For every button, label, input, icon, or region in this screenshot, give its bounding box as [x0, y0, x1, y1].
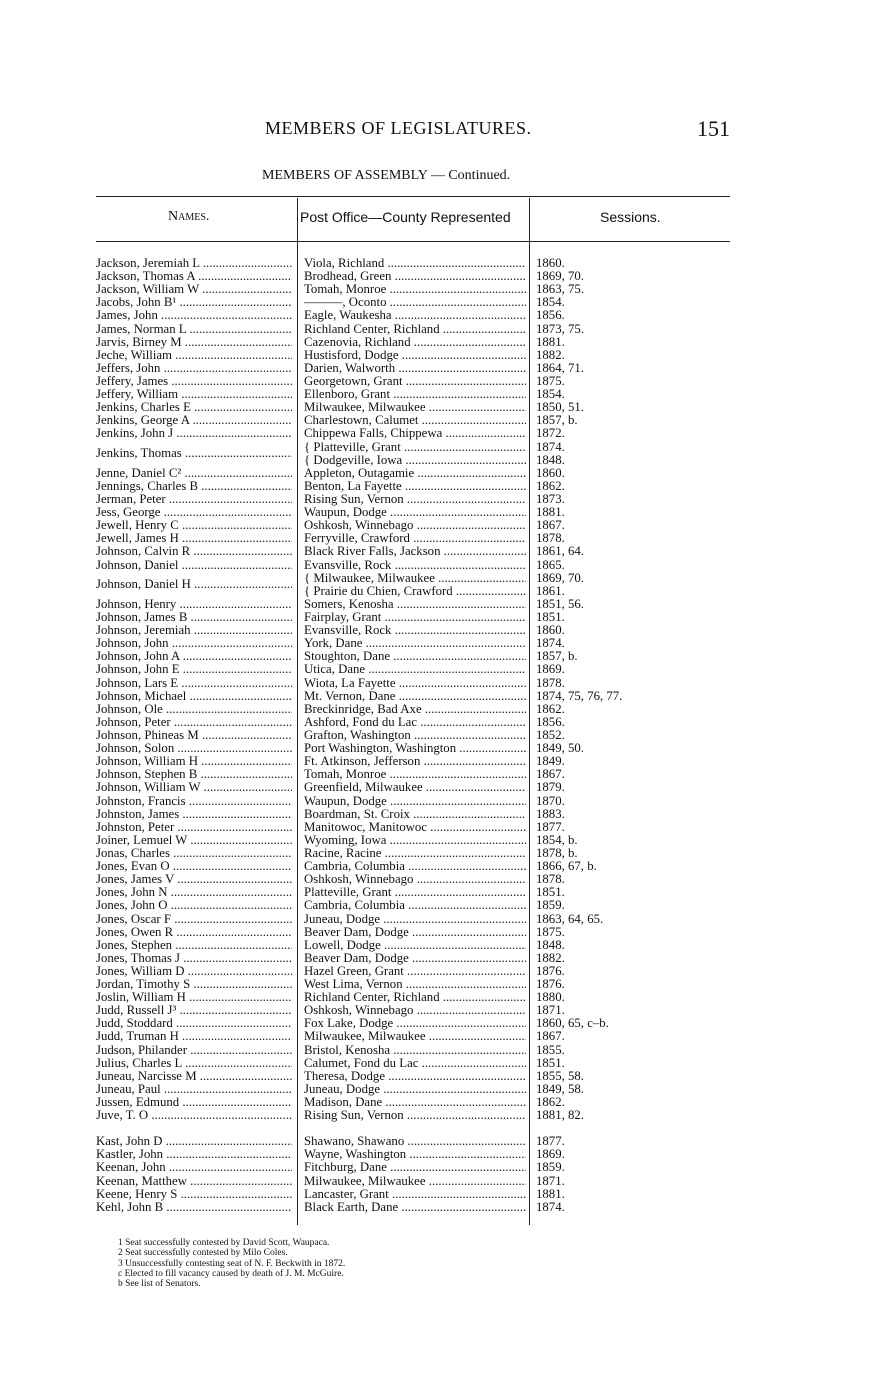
table-row	[96, 270, 736, 283]
table-row	[96, 1004, 736, 1017]
table-row	[96, 1175, 736, 1188]
post-office-county: Hustisford, Dodge .....	[304, 349, 526, 362]
post-office-county: Shawano, Shawano .....	[304, 1135, 526, 1148]
sessions: 1862.	[536, 1095, 565, 1110]
post-office-county: York, Dane .....	[304, 637, 526, 650]
post-office-county: Oshkosh, Winnebago .....	[304, 519, 526, 532]
table-row	[96, 781, 736, 794]
table-row	[96, 388, 736, 401]
sessions: 1851.	[536, 885, 565, 900]
sessions: 1856.	[536, 714, 565, 729]
members-table	[96, 257, 736, 1214]
member-name: Jewell, James H .....	[96, 532, 292, 545]
post-office-county: Richland Center, Richland .....	[304, 991, 526, 1004]
member-name: Johnston, James .....	[96, 808, 292, 821]
sessions: 1877.	[536, 819, 565, 834]
post-office-county: Ferryville, Crawford .....	[304, 532, 526, 545]
table-row	[96, 834, 736, 847]
member-name: Johnson, John E .....	[96, 663, 292, 676]
member-name: Jewell, Henry C .....	[96, 519, 292, 532]
sessions: 1861.	[536, 583, 565, 598]
post-office-county: Grafton, Washington .....	[304, 729, 526, 742]
sessions: 1850, 51.	[536, 400, 584, 415]
sessions: 1875.	[536, 373, 565, 388]
sessions: 1851.	[536, 609, 565, 624]
sessions: 1849, 50.	[536, 741, 584, 756]
member-name: Johnson, William W .....	[96, 781, 292, 794]
table-header-rule	[96, 241, 730, 242]
table-row	[96, 978, 736, 991]
post-office-county: Calumet, Fond du Lac .....	[304, 1057, 526, 1070]
sessions: 1873, 75.	[536, 321, 584, 336]
post-office-county: Oshkosh, Winnebago .....	[304, 873, 526, 886]
member-name: Judson, Philander .....	[96, 1044, 292, 1057]
sessions: 1878, b.	[536, 845, 578, 860]
post-office-county: { Dodgeville, Iowa .....	[304, 454, 526, 467]
member-name: Johnson, John A .....	[96, 650, 292, 663]
table-row	[96, 1109, 736, 1122]
post-office-county: Theresa, Dodge .....	[304, 1070, 526, 1083]
post-office-county: Boardman, St. Croix .....	[304, 808, 526, 821]
sessions: 1854.	[536, 387, 565, 402]
sessions: 1848.	[536, 452, 565, 467]
post-office-county: Waupun, Dodge .....	[304, 506, 526, 519]
table-row	[96, 755, 736, 768]
table-row	[96, 480, 736, 493]
sessions: 1874.	[536, 636, 565, 651]
table-row	[96, 1188, 736, 1201]
sessions: 1882.	[536, 950, 565, 965]
post-office-county: Darien, Walworth .....	[304, 362, 526, 375]
table-row	[96, 886, 736, 899]
sessions: 1855, 58.	[536, 1068, 584, 1083]
sessions: 1867.	[536, 767, 565, 782]
table-row	[96, 1096, 736, 1109]
member-name: Jenne, Daniel C² .....	[96, 467, 292, 480]
member-name: Jeffery, James .....	[96, 375, 292, 388]
table-row	[96, 427, 736, 440]
table-row	[96, 650, 736, 663]
table-row	[96, 1044, 736, 1057]
table-row	[96, 847, 736, 860]
post-office-county: { Prairie du Chien, Crawford .....	[304, 585, 526, 598]
sessions: 1852.	[536, 727, 565, 742]
member-name: Johnson, Henry .....	[96, 598, 292, 611]
sessions: 1860.	[536, 256, 565, 270]
post-office-county: Utica, Dane .....	[304, 663, 526, 676]
table-row	[96, 506, 736, 519]
sessions: 1863, 64, 65.	[536, 911, 604, 926]
member-name: Jeffery, William .....	[96, 388, 292, 401]
post-office-county: Mt. Vernon, Dane .....	[304, 690, 526, 703]
footnote: 3 Unsuccessfully contesting seat of N. F. Beckwith in 1872.	[118, 1258, 346, 1269]
member-name: Jenkins, Charles E .....	[96, 401, 292, 414]
sessions: 1883.	[536, 806, 565, 821]
member-name: Johnson, Jeremiah .....	[96, 624, 292, 637]
post-office-county: Somers, Kenosha .....	[304, 598, 526, 611]
member-name: Joiner, Lemuel W .....	[96, 834, 292, 847]
post-office-county: Richland Center, Richland .....	[304, 323, 526, 336]
table-row	[96, 663, 736, 676]
member-name: Jones, John O .....	[96, 899, 292, 912]
sessions: 1875.	[536, 924, 565, 939]
sessions: 1873.	[536, 491, 565, 506]
member-name: Jeche, William .....	[96, 349, 292, 362]
table-row	[96, 742, 736, 755]
member-name: Jones, William D .....	[96, 965, 292, 978]
member-name: Jackson, Thomas A .....	[96, 270, 292, 283]
sessions: 1864, 71.	[536, 360, 584, 375]
post-office-county: Cazenovia, Richland .....	[304, 336, 526, 349]
table-row	[96, 690, 736, 703]
post-office-county: Chippewa Falls, Chippewa .....	[304, 427, 526, 440]
sessions: 1860, 65, c–b.	[536, 1016, 609, 1031]
post-office-county: Platteville, Grant .....	[304, 886, 526, 899]
table-row	[96, 532, 736, 545]
member-name: Johnson, John .....	[96, 637, 292, 650]
member-name: Jennings, Charles B .....	[96, 480, 292, 493]
member-name: Jussen, Edmund .....	[96, 1096, 292, 1109]
table-row	[96, 795, 736, 808]
member-name: Kehl, John B .....	[96, 1201, 292, 1214]
sessions: 1848.	[536, 937, 565, 952]
sessions: 1874, 75, 76, 77.	[536, 688, 623, 703]
post-office-county: Benton, La Fayette .....	[304, 480, 526, 493]
post-office-county: Racine, Racine .....	[304, 847, 526, 860]
table-row	[96, 1030, 736, 1043]
member-name: Johnston, Peter .....	[96, 821, 292, 834]
sessions: 1862.	[536, 701, 565, 716]
sessions: 1854.	[536, 295, 565, 310]
member-name: Kast, John D .....	[96, 1135, 292, 1148]
footnote: c Elected to fill vacancy caused by death of J. M. McGuire.	[118, 1268, 344, 1279]
sessions: 1882.	[536, 347, 565, 362]
table-row	[96, 808, 736, 821]
table-row	[96, 952, 736, 965]
sessions: 1870.	[536, 793, 565, 808]
post-office-county: Wyoming, Iowa .....	[304, 834, 526, 847]
member-name: Jacobs, John B¹ .....	[96, 296, 292, 309]
table-row	[96, 729, 736, 742]
post-office-county: { Platteville, Grant .....	[304, 441, 526, 454]
post-office-county: Milwaukee, Milwaukee .....	[304, 1030, 526, 1043]
post-office-county: Lancaster, Grant .....	[304, 1188, 526, 1201]
sessions: 1866, 67, b.	[536, 859, 597, 874]
post-office-county: Beaver Dam, Dodge .....	[304, 926, 526, 939]
sessions: 1878.	[536, 531, 565, 546]
post-office-county: Evansville, Rock .....	[304, 624, 526, 637]
post-office-county: Ashford, Fond du Lac .....	[304, 716, 526, 729]
sessions: 1851.	[536, 1055, 565, 1070]
post-office-county: ———, Oconto .....	[304, 296, 526, 309]
table-row	[96, 768, 736, 781]
table-row	[96, 860, 736, 873]
table-row	[96, 323, 736, 336]
sessions: 1874.	[536, 1199, 565, 1214]
table-row	[96, 637, 736, 650]
sessions: 1878.	[536, 872, 565, 887]
sessions: 1871.	[536, 1003, 565, 1018]
member-name: Jenkins, George A .....	[96, 414, 292, 427]
table-row	[96, 375, 736, 388]
table-row	[96, 414, 736, 427]
post-office-county: Hazel Green, Grant .....	[304, 965, 526, 978]
sessions: 1860.	[536, 623, 565, 638]
table-row	[96, 598, 736, 611]
sessions: 1859.	[536, 1160, 565, 1175]
member-name: Keenan, Matthew .....	[96, 1175, 292, 1188]
member-name: Jones, Evan O .....	[96, 860, 292, 873]
sessions: 1857, b.	[536, 413, 578, 428]
table-row	[96, 703, 736, 716]
member-name: Johnston, Francis .....	[96, 795, 292, 808]
table-row	[96, 559, 736, 572]
member-name: Jackson, William W .....	[96, 283, 292, 296]
member-name: Jackson, Jeremiah L .....	[96, 257, 292, 270]
table-row	[96, 939, 736, 952]
table-row	[96, 624, 736, 637]
member-name: Johnson, Ole .....	[96, 703, 292, 716]
sessions: 1881.	[536, 1186, 565, 1201]
post-office-county: Oshkosh, Winnebago .....	[304, 1004, 526, 1017]
post-office-county: Juneau, Dodge .....	[304, 1083, 526, 1096]
sessions: 1863, 75.	[536, 282, 584, 297]
sessions: 1854, b.	[536, 832, 578, 847]
member-name: Jones, Stephen .....	[96, 939, 292, 952]
sessions: 1855.	[536, 1042, 565, 1057]
sessions: 1867.	[536, 1029, 565, 1044]
member-name: Jones, Oscar F .....	[96, 913, 292, 926]
table-row	[96, 572, 736, 598]
sessions: 1881, 82.	[536, 1108, 584, 1123]
post-office-county: Stoughton, Dane .....	[304, 650, 526, 663]
member-name: Jeffers, John .....	[96, 362, 292, 375]
sessions: 1881.	[536, 505, 565, 520]
table-row	[96, 926, 736, 939]
table-row	[96, 309, 736, 322]
member-name: Joslin, William H .....	[96, 991, 292, 1004]
sessions: 1849, 58.	[536, 1081, 584, 1096]
table-row	[96, 965, 736, 978]
member-name: Johnson, Peter .....	[96, 716, 292, 729]
table-row	[96, 336, 736, 349]
sessions: 1867.	[536, 518, 565, 533]
member-name: Johnson, Stephen B .....	[96, 768, 292, 781]
post-office-county: Eagle, Waukesha .....	[304, 309, 526, 322]
member-name: Kastler, John .....	[96, 1148, 292, 1161]
member-name: Jenkins, John J .....	[96, 427, 292, 440]
post-office-county: Cambria, Columbia .....	[304, 860, 526, 873]
sessions: 1876.	[536, 963, 565, 978]
post-office-county: Appleton, Outagamie .....	[304, 467, 526, 480]
column-header-names: Names.	[168, 209, 210, 224]
post-office-county: { Milwaukee, Milwaukee .....	[304, 572, 526, 585]
post-office-county: Wayne, Washington .....	[304, 1148, 526, 1161]
sessions: 1849.	[536, 754, 565, 769]
sessions: 1861, 64.	[536, 544, 584, 559]
member-name: Judd, Russell J³ .....	[96, 1004, 292, 1017]
table-row	[96, 1057, 736, 1070]
footnote: 1 Seat successfully contested by David Scott, Waupaca.	[118, 1238, 330, 1248]
sessions: 1869.	[536, 662, 565, 677]
member-name: Johnson, William H .....	[96, 755, 292, 768]
member-name: Johnson, James B .....	[96, 611, 292, 624]
member-name: Johnson, Phineas M .....	[96, 729, 292, 742]
sessions: 1859.	[536, 898, 565, 913]
post-office-county: Breckinridge, Bad Axe .....	[304, 703, 526, 716]
post-office-county: Waupun, Dodge .....	[304, 795, 526, 808]
sessions: 1865.	[536, 557, 565, 572]
member-name: Judd, Stoddard .....	[96, 1017, 292, 1030]
table-row	[96, 821, 736, 834]
sessions: 1878.	[536, 675, 565, 690]
table-row	[96, 991, 736, 1004]
column-header-sessions: Sessions.	[600, 209, 661, 225]
member-name: James, Norman L .....	[96, 323, 292, 336]
post-office-county: Juneau, Dodge .....	[304, 913, 526, 926]
post-office-county: Brodhead, Green .....	[304, 270, 526, 283]
footnote: b See list of Senators.	[118, 1279, 201, 1290]
post-office-county: Greenfield, Milwaukee .....	[304, 781, 526, 794]
sessions: 1880.	[536, 990, 565, 1005]
post-office-county: Charlestown, Calumet .....	[304, 414, 526, 427]
table-row	[96, 467, 736, 480]
member-name: Johnson, Lars E .....	[96, 677, 292, 690]
member-name: Jordan, Timothy S .....	[96, 978, 292, 991]
table-row	[96, 401, 736, 414]
post-office-county: Bristol, Kenosha .....	[304, 1044, 526, 1057]
post-office-county: Manitowoc, Manitowoc .....	[304, 821, 526, 834]
member-name: Jarvis, Birney M .....	[96, 336, 292, 349]
post-office-county: Milwaukee, Milwaukee .....	[304, 401, 526, 414]
member-name: Jenkins, Thomas .....	[96, 447, 292, 460]
post-office-county: Tomah, Monroe .....	[304, 768, 526, 781]
footnote: 2 Seat successfully contested by Milo Coles.	[118, 1248, 288, 1259]
post-office-county: Black Earth, Dane .....	[304, 1201, 526, 1214]
member-name: Juneau, Paul .....	[96, 1083, 292, 1096]
table-row	[96, 441, 736, 467]
member-name: Jones, John N .....	[96, 886, 292, 899]
sessions: 1872.	[536, 426, 565, 441]
table-row	[96, 1083, 736, 1096]
sessions: 1856.	[536, 308, 565, 323]
sessions: 1860.	[536, 465, 565, 480]
post-office-county: Ft. Atkinson, Jefferson .....	[304, 755, 526, 768]
sessions: 1876.	[536, 977, 565, 992]
sessions: 1862.	[536, 478, 565, 493]
table-row	[96, 519, 736, 532]
post-office-county: Rising Sun, Vernon .....	[304, 493, 526, 506]
member-name: Jerman, Peter .....	[96, 493, 292, 506]
member-name: Johnson, Michael .....	[96, 690, 292, 703]
running-head: MEMBERS OF LEGISLATURES.	[265, 118, 532, 138]
member-name: Keenan, John .....	[96, 1161, 292, 1174]
table-row	[96, 545, 736, 558]
table-row	[96, 1161, 736, 1174]
member-name: Jonas, Charles .....	[96, 847, 292, 860]
post-office-county: Port Washington, Washington .....	[304, 742, 526, 755]
member-name: Jess, George .....	[96, 506, 292, 519]
post-office-county: Wiota, La Fayette .....	[304, 677, 526, 690]
sessions: 1869, 70.	[536, 269, 584, 284]
sessions: 1869, 70.	[536, 570, 584, 585]
member-name: Julius, Charles L .....	[96, 1057, 292, 1070]
member-name: Jones, James V .....	[96, 873, 292, 886]
sessions: 1851, 56.	[536, 596, 584, 611]
post-office-county: Viola, Richland .....	[304, 257, 526, 270]
table-row	[96, 1148, 736, 1161]
sessions: 1881.	[536, 334, 565, 349]
table-row	[96, 611, 736, 624]
member-name: Johnson, Solon .....	[96, 742, 292, 755]
post-office-county: Fox Lake, Dodge .....	[304, 1017, 526, 1030]
table-top-rule	[96, 196, 730, 197]
member-name: Jones, Owen R .....	[96, 926, 292, 939]
post-office-county: Ellenboro, Grant .....	[304, 388, 526, 401]
sessions: 1877.	[536, 1134, 565, 1149]
table-row	[96, 283, 736, 296]
sessions: 1879.	[536, 780, 565, 795]
column-header-post: Post Office—County Represented	[300, 209, 511, 225]
member-name: James, John .....	[96, 309, 292, 322]
post-office-county: Georgetown, Grant .....	[304, 375, 526, 388]
table-row	[96, 1017, 736, 1030]
post-office-county: Fairplay, Grant .....	[304, 611, 526, 624]
post-office-county: Tomah, Monroe .....	[304, 283, 526, 296]
member-name: Keene, Henry S .....	[96, 1188, 292, 1201]
post-office-county: Black River Falls, Jackson .....	[304, 545, 526, 558]
post-office-county: Milwaukee, Milwaukee .....	[304, 1175, 526, 1188]
sessions: 1874.	[536, 439, 565, 454]
member-name: Juve, T. O .....	[96, 1109, 292, 1122]
member-name: Jones, Thomas J .....	[96, 952, 292, 965]
footnotes	[118, 1238, 345, 1289]
table-row	[96, 899, 736, 912]
post-office-county: Lowell, Dodge .....	[304, 939, 526, 952]
table-row	[96, 349, 736, 362]
post-office-county: Rising Sun, Vernon .....	[304, 1109, 526, 1122]
member-name: Judd, Truman H .....	[96, 1030, 292, 1043]
member-name: Juneau, Narcisse M .....	[96, 1070, 292, 1083]
table-row	[96, 362, 736, 375]
page-number: 151	[697, 116, 730, 141]
table-row	[96, 716, 736, 729]
sessions: 1857, b.	[536, 649, 578, 664]
table-row	[96, 677, 736, 690]
sessions: 1869.	[536, 1147, 565, 1162]
post-office-county: Madison, Dane .....	[304, 1096, 526, 1109]
table-row	[96, 296, 736, 309]
post-office-county: Fitchburg, Dane .....	[304, 1161, 526, 1174]
member-name: Johnson, Daniel H .....	[96, 578, 292, 591]
table-row	[96, 1201, 736, 1214]
table-row	[96, 1135, 736, 1148]
post-office-county: Beaver Dam, Dodge .....	[304, 952, 526, 965]
post-office-county: Cambria, Columbia .....	[304, 899, 526, 912]
post-office-county: West Lima, Vernon .....	[304, 978, 526, 991]
table-row	[96, 1070, 736, 1083]
table-row	[96, 257, 736, 270]
member-name: Johnson, Calvin R .....	[96, 545, 292, 558]
sessions: 1871.	[536, 1173, 565, 1188]
section-title: MEMBERS OF ASSEMBLY — Continued.	[262, 168, 511, 183]
post-office-county: Evansville, Rock .....	[304, 559, 526, 572]
member-name: Johnson, Daniel .....	[96, 559, 292, 572]
table-row	[96, 493, 736, 506]
table-row	[96, 913, 736, 926]
table-row	[96, 873, 736, 886]
